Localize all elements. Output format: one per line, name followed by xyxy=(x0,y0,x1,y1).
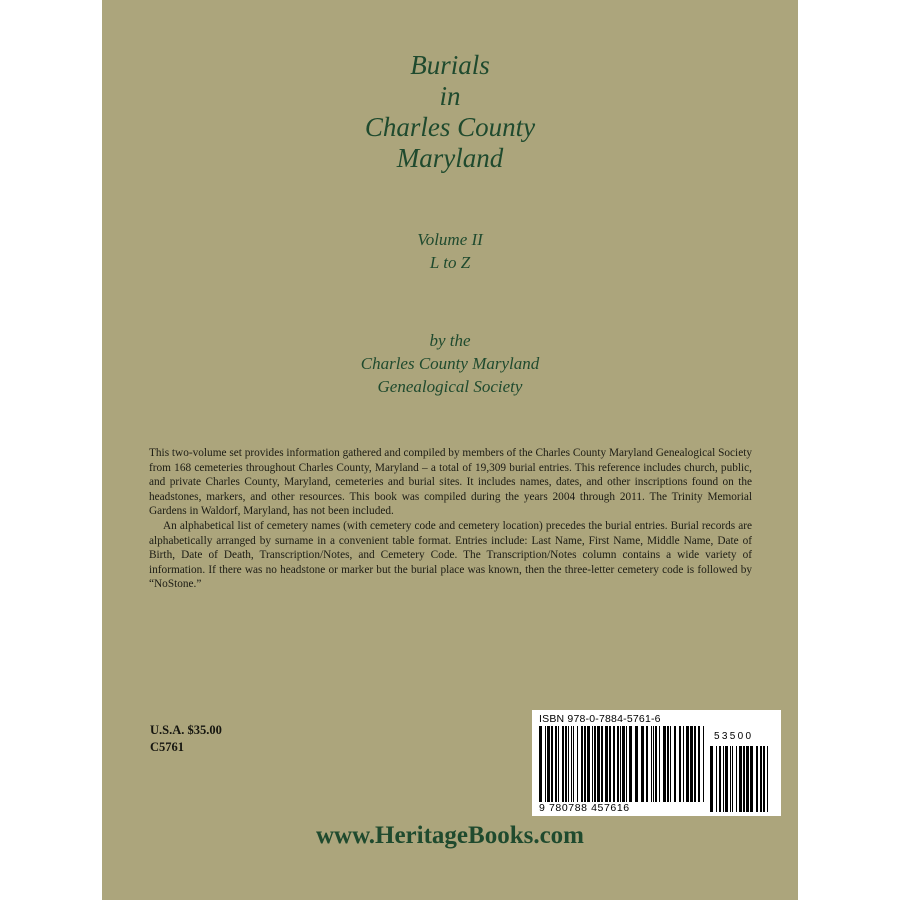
isbn-barcode xyxy=(532,710,781,816)
author-block xyxy=(102,329,798,398)
description-paragraph-1: This two-volume set provides information gathered and compiled by members of the Charles County Maryland Genealogical Society from 168 cemeteries throughout Charles County, Maryland – a total of 19,309 burial entries. This reference includes church, public, and private Charles County, Maryland, cemeteries and burial sites. It includes names, dates, and other inscriptions found on the headstones, markers, and other resources. This book was compiled during the years 2004 through 2011. The Trinity Memorial Gardens in Waldorf, Maryland, has not been included. xyxy=(149,447,752,518)
price: U.S.A. $35.00 xyxy=(150,723,222,737)
barcode-addon-digits: 53500 xyxy=(714,731,754,742)
title-line-4: Maryland xyxy=(396,143,504,173)
by-line-1: by the xyxy=(429,331,471,350)
website-url: www.HeritageBooks.com xyxy=(315,822,585,849)
title-line-3: Charles County xyxy=(364,112,536,142)
barcode-bars xyxy=(539,726,707,802)
barcode-addon-bars xyxy=(710,746,772,812)
volume-info xyxy=(102,228,798,274)
isbn-label: ISBN 978-0-7884-5761-6 xyxy=(539,713,661,725)
by-line-2: Charles County Maryland xyxy=(360,354,540,373)
volume-label: Volume II xyxy=(417,230,483,249)
barcode-digits: 9 780788 457616 xyxy=(539,802,630,814)
volume-range: L to Z xyxy=(429,253,471,272)
description-paragraph-2: An alphabetical list of cemetery names (with cemetery code and cemetery location) precedes the burial entries. Burial records are alphabetically arranged by surname in a convenient table format. Entries include: Last Name, First Name, Middle Name, Date of Birth, Date of Death, Transcription/Notes, and Cemetery Code. The Transcription/Notes column contains a wide variety of information. If there was no headstone or marker but the burial place was known, then the three-letter cemetery code is followed by “NoStone.” xyxy=(149,519,752,591)
catalog-code: C5761 xyxy=(150,740,185,754)
by-line-3: Genealogical Society xyxy=(377,377,523,396)
title-line-2: in xyxy=(439,81,461,111)
price-block xyxy=(150,722,222,756)
book-title xyxy=(102,50,798,174)
book-description xyxy=(149,446,752,592)
book-back-cover xyxy=(102,0,798,900)
title-line-1: Burials xyxy=(410,50,490,80)
